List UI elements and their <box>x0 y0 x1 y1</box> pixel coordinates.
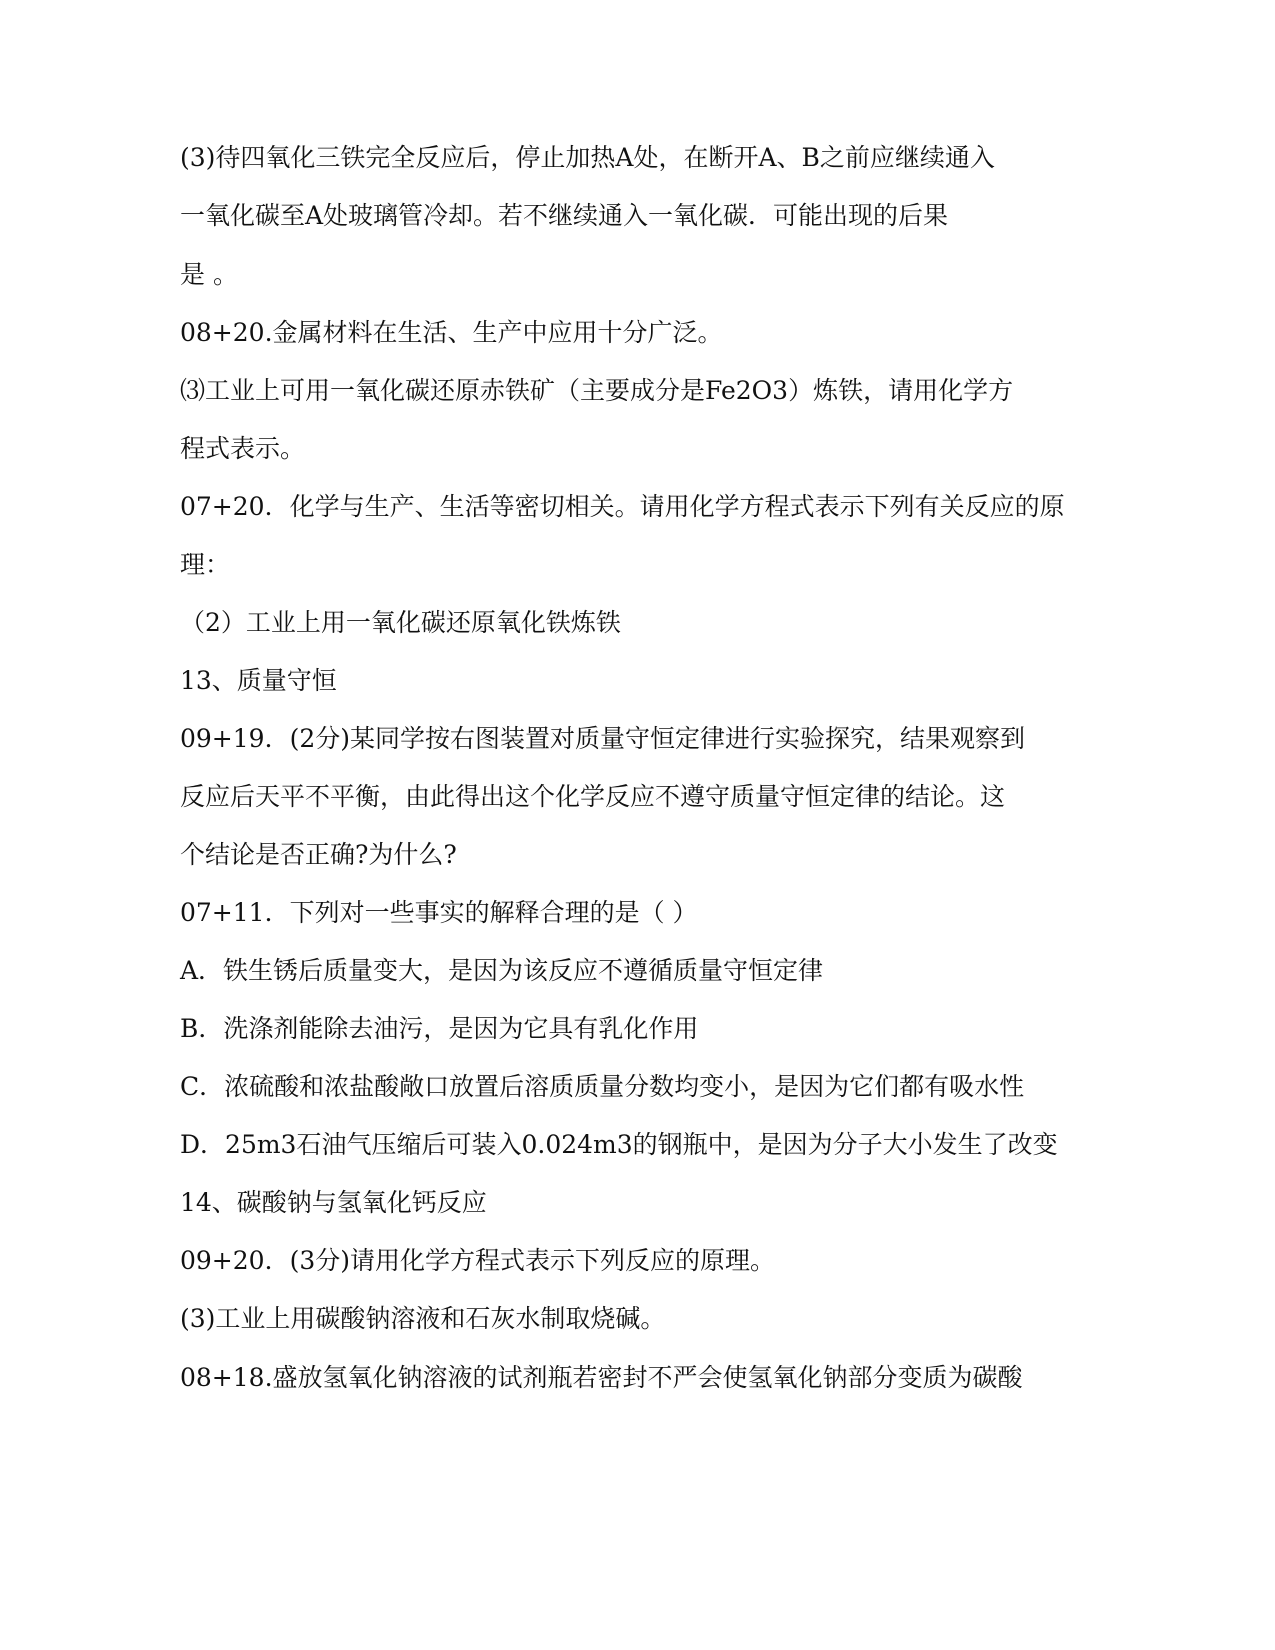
text-line: 反应后天平不平衡，由此得出这个化学反应不遵守质量守恒定律的结论。这 <box>180 782 1006 811</box>
text-line: 个结论是否正确?为什么? <box>180 840 457 869</box>
option-d: D．25m3石油气压缩后可装入0.024m3的钢瓶中，是因为分子大小发生了改变 <box>180 1130 1058 1159</box>
option-a: A．铁生锈后质量变大，是因为该反应不遵循质量守恒定律 <box>180 956 824 985</box>
question-heading: 07+20．化学与生产、生活等密切相关。请用化学方程式表示下列有关反应的原 <box>180 492 1065 521</box>
option-b: B．洗涤剂能除去油污，是因为它具有乳化作用 <box>180 1014 699 1043</box>
text-line: (3)待四氧化三铁完全反应后，停止加热A处，在断开A、B之前应继续通入 <box>180 143 995 172</box>
text-line: (3)工业上用碳酸钠溶液和石灰水制取烧碱。 <box>180 1304 666 1333</box>
text-line: 是 。 <box>180 260 238 289</box>
question-heading: 08+18.盛放氢氧化钠溶液的试剂瓶若密封不严会使氢氧化钠部分变质为碳酸 <box>180 1363 1023 1392</box>
question-heading: 08+20.金属材料在生活、生产中应用十分广泛。 <box>180 318 723 347</box>
text-line: 理： <box>180 550 231 579</box>
option-c: C．浓硫酸和浓盐酸敞口放置后溶质质量分数均变小，是因为它们都有吸水性 <box>180 1072 1025 1101</box>
question-heading: 09+20．(3分)请用化学方程式表示下列反应的原理。 <box>180 1246 775 1275</box>
question-heading: 07+11．下列对一些事实的解释合理的是（ ） <box>180 898 698 927</box>
question-heading: 09+19．(2分)某同学按右图装置对质量守恒定律进行实验探究，结果观察到 <box>180 724 1025 753</box>
text-line: ⑶工业上可用一氧化碳还原赤铁矿（主要成分是Fe2O3）炼铁，请用化学方 <box>180 376 1014 405</box>
text-line: 程式表示。 <box>180 434 306 463</box>
text-line: 一氧化碳至A处玻璃管冷却。若不继续通入一氧化碳．可能出现的后果 <box>180 201 949 230</box>
text-line: （2）工业上用一氧化碳还原氧化铁炼铁 <box>180 608 621 637</box>
section-heading: 14、碳酸钠与氢氧化钙反应 <box>180 1188 487 1217</box>
section-heading: 13、质量守恒 <box>180 666 337 695</box>
